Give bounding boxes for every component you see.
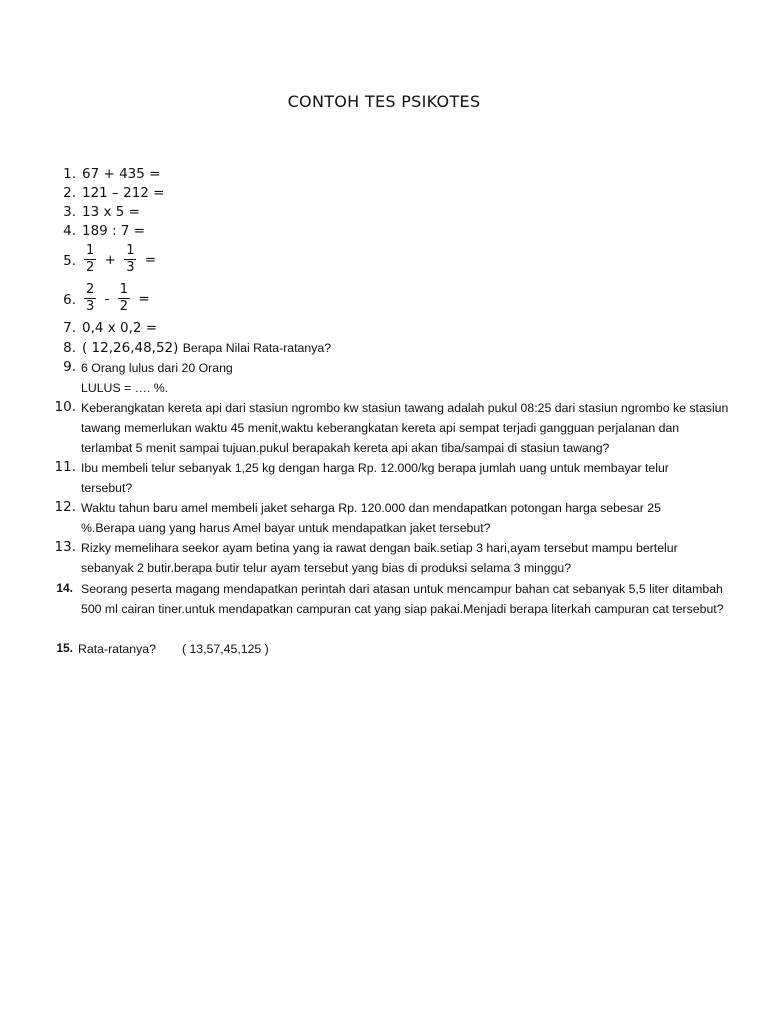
fraction-expression: [82, 243, 158, 276]
item-text: [78, 639, 728, 659]
item-number: 15.: [56, 641, 73, 655]
numerator: 1: [126, 243, 135, 258]
item-number: 4.: [63, 223, 76, 239]
item-text: Ibu membeli telur sebanyak 1,25 kg dengan harga Rp. 12.000/kg berapa jumlah uang untuk membayar telur tersebut?: [81, 461, 669, 495]
item-number: 7.: [63, 320, 76, 336]
item-text: 121 – 212 =: [82, 185, 165, 201]
fraction: [84, 282, 96, 315]
item-text: 67 + 435 =: [82, 166, 161, 182]
item-number: 3.: [63, 204, 76, 220]
denominator: 3: [86, 299, 95, 314]
page-title: CONTOH TES PSIKOTES: [287, 92, 481, 111]
item-text: [81, 358, 731, 398]
data-set: ( 13,57,45,125 ): [181, 642, 269, 656]
item-number: 6.: [63, 292, 76, 308]
numerator: 2: [86, 282, 95, 297]
item-text: 189 : 7 =: [82, 223, 146, 239]
numerator: 1: [86, 243, 95, 258]
fraction-expression: [82, 282, 152, 315]
item-number: 14.: [56, 581, 73, 595]
question-text: Rata-ratanya?: [78, 642, 156, 656]
item-number: 5.: [63, 253, 76, 269]
item-text: 0,4 x 0,2 =: [82, 320, 158, 336]
fraction: [84, 243, 96, 276]
item-text: [82, 340, 331, 356]
item-text: Rizky memelihara seekor ayam betina yang ia rawat dengan baik.setiap 3 hari,ayam tersebut mampu bertelur sebanyak 2 butir.berapa butir telur ayam tersebut yang bias di produksi selama 3 minggu?: [81, 541, 678, 575]
operator: +: [104, 251, 116, 268]
item-number: 13.: [54, 539, 76, 555]
item-number: 1.: [63, 166, 76, 182]
item-text: Waktu tahun baru amel membeli jaket seharga Rp. 120.000 dan mendapatkan potongan harga sebesar 25 %.Berapa uang yang harus Amel bayar untuk mendapatkan jaket tersebut?: [81, 501, 661, 535]
numerator: 1: [119, 282, 129, 297]
equals-sign: =: [138, 290, 150, 307]
fraction: [124, 243, 136, 276]
item-number: 2.: [63, 185, 76, 201]
item-text: Keberangkatan kereta api dari stasiun ngrombo kw stasiun tawang adalah pukul 08:25 dari stasiun ngrombo ke stasiun tawang memerlukan waktu 45 menit,waktu keberangkatan kereta api sempat terjadi gangguan perjalanan dan terlambat 5 menit sampai tujuan.pukul berapakah kereta api akan tiba/sampai di stasiun tawang?: [81, 401, 729, 455]
operator: -: [104, 290, 110, 307]
item-text: Seorang peserta magang mendapatkan perintah dari atasan untuk mencampur bahan cat sebanyak 5,5 liter ditambah 500 ml cairan tiner.untuk mendapatkan campuran cat yang siap pakai.Menjadi berapa literkah campuran cat tersebut?: [81, 582, 724, 616]
denominator: 3: [126, 260, 135, 275]
denominator: 2: [119, 299, 129, 314]
question-text: Berapa Nilai Rata-ratanya?: [182, 341, 332, 355]
item-text: 13 x 5 =: [82, 204, 140, 220]
item-number: 8.: [63, 340, 76, 356]
denominator: 2: [86, 260, 95, 275]
data-set: ( 12,26,48,52): [82, 340, 179, 356]
equals-sign: =: [144, 251, 157, 268]
fraction: [118, 282, 130, 315]
item-number: 10.: [54, 399, 76, 415]
item-line: 6 Orang lulus dari 20 Orang: [81, 361, 233, 375]
item-number: 12.: [54, 499, 76, 515]
item-line: LULUS = …. %.: [81, 381, 169, 395]
item-number: 9.: [63, 359, 76, 375]
item-number: 11.: [54, 459, 76, 475]
